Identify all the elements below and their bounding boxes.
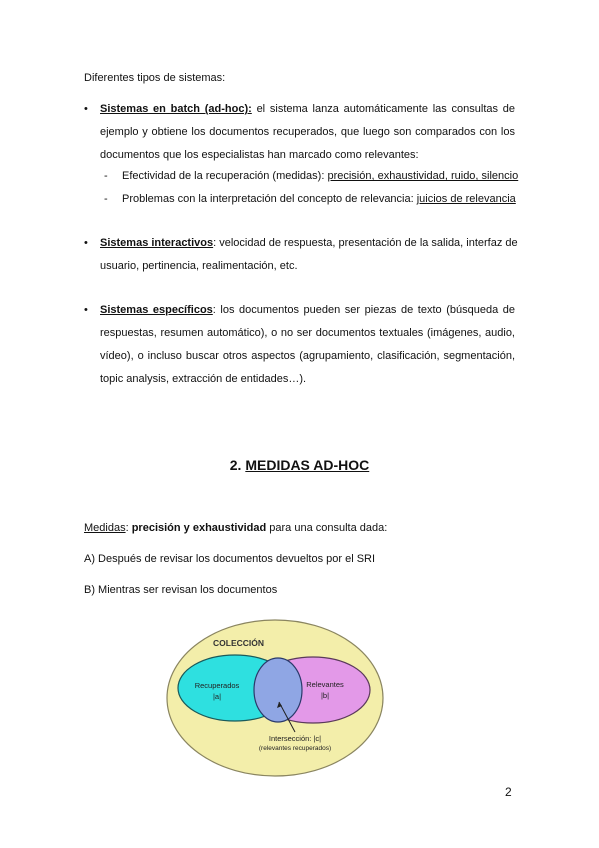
specific-line-2: respuestas, resumen automático), o no ser documentos textuales (imágenes, audio, xyxy=(100,327,515,339)
interactive-line-1 xyxy=(100,237,518,249)
measures-bold: precisión y exhaustividad xyxy=(131,522,267,534)
batch-line-3: documentos que los especialistas han marcado como relevantes: xyxy=(100,149,419,161)
relevant-label: Relevantes xyxy=(306,680,344,689)
sub-item-effectiveness xyxy=(122,170,518,182)
specific-line-4: topic analysis, extracción de entidades…). xyxy=(100,373,307,385)
sub1-text: Efectividad de la recuperación (medidas): xyxy=(122,170,325,182)
sub1-underlined: precisión, exhaustividad, ruido, silencio xyxy=(327,170,519,182)
bullet-marker: • xyxy=(84,304,88,316)
option-b: B) Mientras ser revisan los documentos xyxy=(84,584,278,596)
dash-marker: - xyxy=(104,193,108,205)
measures-line xyxy=(84,522,387,534)
intersection-ellipse xyxy=(254,658,302,722)
specific-line-3: vídeo), o incluso buscar otros aspectos (agrupamiento, clasificación, segmentación, xyxy=(100,350,515,362)
dash-marker: - xyxy=(104,170,108,182)
interactive-text-1: : velocidad de respuesta, presentación de la salida, interfaz de xyxy=(213,237,518,249)
retrieved-count: |a| xyxy=(212,692,222,701)
relevant-count: |b| xyxy=(320,691,330,700)
batch-line-2: ejemplo y obtiene los documentos recuperados, que luego son comparados con los xyxy=(100,126,515,138)
measures-rest: para una consulta dada: xyxy=(266,522,388,534)
measures-colon: : xyxy=(125,522,132,534)
measures-label: Medidas xyxy=(84,522,126,534)
page-number: 2 xyxy=(505,785,512,799)
venn-diagram xyxy=(165,618,385,778)
option-a: A) Después de revisar los documentos devueltos por el SRI xyxy=(84,553,376,565)
specific-title: Sistemas específicos xyxy=(100,304,213,316)
bullet-marker: • xyxy=(84,237,88,249)
section-number: 2. xyxy=(229,457,242,473)
batch-text-1: el sistema lanza automáticamente las consultas de xyxy=(256,103,515,115)
sub-item-relevance xyxy=(122,193,516,205)
sub2-text: Problemas con la interpretación del concepto de relevancia: xyxy=(122,193,414,205)
intersection-note: (relevantes recuperados) xyxy=(258,745,332,752)
sub2-underlined: juicios de relevancia xyxy=(416,193,516,205)
intro-text: Diferentes tipos de sistemas: xyxy=(84,72,226,84)
section-title: MEDIDAS AD-HOC xyxy=(245,457,370,473)
batch-line-1 xyxy=(100,103,515,115)
retrieved-label: Recuperados xyxy=(194,681,240,690)
interactive-line-2: usuario, pertinencia, realimentación, etc. xyxy=(100,260,298,272)
collection-label: COLECCIÓN xyxy=(213,638,264,648)
intersection-label: Intersección: |c| xyxy=(268,734,322,743)
bullet-marker: • xyxy=(84,103,88,115)
specific-line-1 xyxy=(100,304,515,316)
specific-text-1: : los documentos pueden ser piezas de texto (búsqueda de xyxy=(212,304,515,316)
section-heading xyxy=(0,457,599,473)
interactive-title: Sistemas interactivos xyxy=(100,237,214,249)
batch-title: Sistemas en batch (ad-hoc): xyxy=(100,103,252,115)
